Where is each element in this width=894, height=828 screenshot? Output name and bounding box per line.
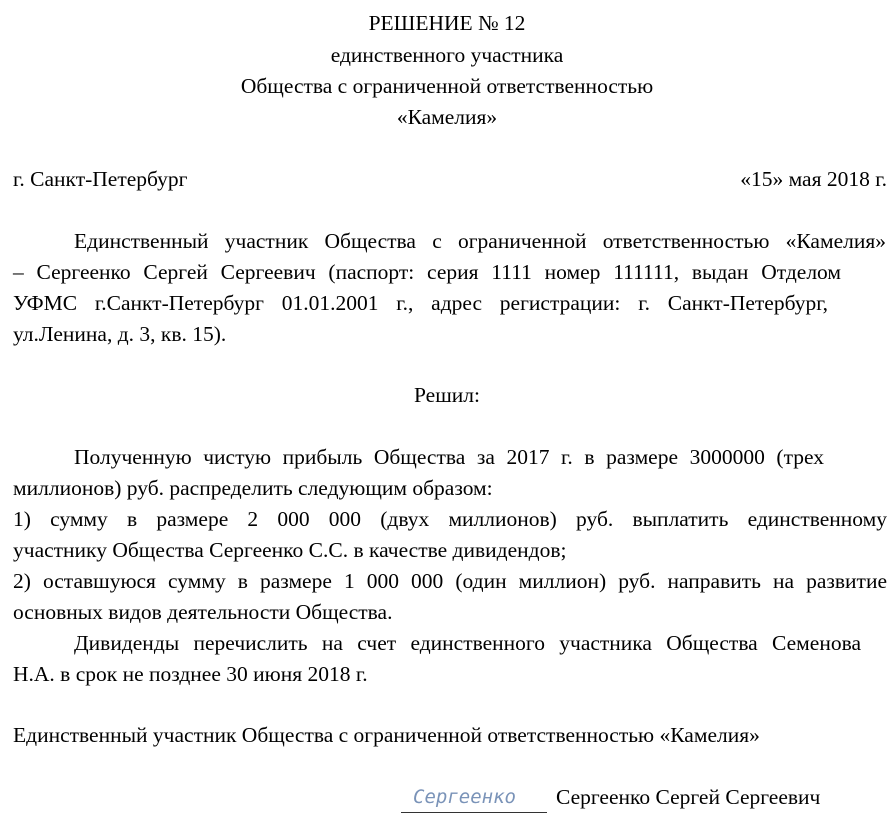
decision-line-1: Полученную чистую прибыль Общества за 2017 г. в размере 3000000 (трех [74, 445, 824, 469]
dividends-line-2: Н.А. в срок не позднее 30 июня 2018 г. [13, 662, 368, 686]
document-title: РЕШЕНИЕ № 12 [368, 11, 526, 35]
signatory-full-name: Сергеенко Сергей Сергеевич [556, 785, 821, 809]
document-subtitle-participant: единственного участника [330, 43, 564, 67]
decision-heading: Решил: [414, 383, 480, 407]
decision-item-1-line-1: 1) сумму в размере 2 000 000 (двух миллионов) руб. выплатить единственному [13, 507, 887, 531]
decision-item-2-line-1: 2) оставшуюся сумму в размере 1 000 000 (один миллион) руб. направить на развитие [13, 569, 887, 593]
intro-line-4: ул.Ленина, д. 3, кв. 15). [13, 322, 227, 346]
signature-underline [401, 812, 547, 813]
dividends-line-1: Дивиденды перечислить на счет единственного участника Общества Семенова [74, 631, 861, 655]
decision-line-2: миллионов) руб. распределить следующим образом: [13, 476, 493, 500]
decision-item-1-line-2: участнику Общества Сергеенко С.С. в качестве дивидендов; [13, 538, 567, 562]
intro-line-1: Единственный участник Общества с ограниченной ответственностью «Камелия» [74, 229, 886, 253]
handwritten-signature: Сергеенко [413, 786, 516, 808]
document-date: «15» мая 2018 г. [740, 167, 887, 191]
intro-line-2: – Сергеенко Сергей Сергеевич (паспорт: серия 1111 номер 111111, выдан Отделом [13, 260, 841, 284]
company-name: «Камелия» [396, 105, 498, 129]
intro-line-3: УФМС г.Санкт-Петербург 01.01.2001 г., адрес регистрации: г. Санкт-Петербург, [13, 291, 828, 315]
city: г. Санкт-Петербург [13, 167, 188, 191]
decision-item-2-line-2: основных видов деятельности Общества. [13, 600, 393, 624]
document-subtitle-company-type: Общества с ограниченной ответственностью [240, 74, 654, 98]
signatory-role: Единственный участник Общества с ограниченной ответственностью «Камелия» [13, 723, 760, 747]
